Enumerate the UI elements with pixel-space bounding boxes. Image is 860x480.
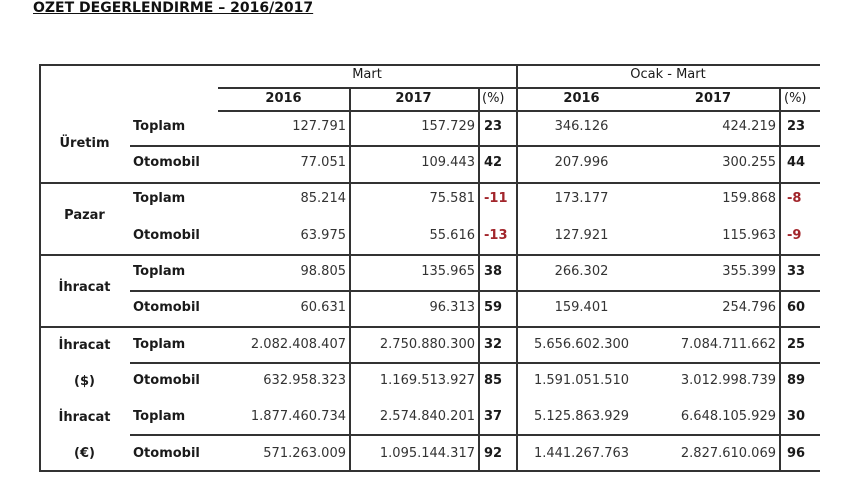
cell-q-2017: 254.796 xyxy=(722,300,776,315)
cell-mart-2017: 75.581 xyxy=(429,191,475,206)
header-period-divider xyxy=(218,87,820,89)
table-bottom-border xyxy=(39,470,820,472)
group-currency-label: ($) xyxy=(74,374,95,389)
row-label: Toplam xyxy=(133,264,186,279)
cell-mart-pct: -13 xyxy=(484,228,508,243)
cell-q-2017: 7.084.711.662 xyxy=(680,337,776,352)
cell-q-pct: 33 xyxy=(787,264,806,279)
cell-q-2016: 207.996 xyxy=(554,155,609,170)
cell-mart-2017: 2.750.880.300 xyxy=(379,337,475,352)
cell-q-2016: 5.125.863.929 xyxy=(533,409,630,424)
row-separator-group-2 xyxy=(130,290,820,292)
cell-mart-2017: 1.095.144.317 xyxy=(379,446,475,461)
cell-mart-pct: -11 xyxy=(484,191,508,206)
header-q-2016: 2016 xyxy=(563,91,600,106)
cell-mart-pct: 37 xyxy=(484,409,503,424)
group-separator-2 xyxy=(39,326,820,328)
cell-q-2016: 1.441.267.763 xyxy=(533,446,630,461)
cell-mart-2016: 632.958.323 xyxy=(263,373,346,388)
row-label: Otomobil xyxy=(133,300,200,315)
row-label: Toplam xyxy=(133,191,186,206)
header-mart-2017: 2017 xyxy=(395,91,432,106)
cell-q-pct: 89 xyxy=(787,373,806,388)
header-bottom-line xyxy=(218,110,820,112)
header-mart-2016: 2016 xyxy=(265,91,302,106)
cell-mart-pct: 23 xyxy=(484,119,503,134)
group-separator-1 xyxy=(39,254,820,256)
row-label: Toplam xyxy=(133,409,186,424)
header-ocak-mart: Ocak - Mart xyxy=(630,67,706,82)
cell-q-pct: -8 xyxy=(787,191,802,206)
cell-q-pct: 25 xyxy=(787,337,806,352)
header-q-2017: 2017 xyxy=(694,91,732,106)
cell-q-pct: 96 xyxy=(787,446,806,461)
cell-mart-2017: 55.616 xyxy=(429,228,475,243)
cell-q-2017: 115.963 xyxy=(722,228,776,243)
cell-mart-2017: 135.965 xyxy=(421,264,475,279)
cell-q-pct: -9 xyxy=(787,228,802,243)
group-label: İhracat xyxy=(58,410,111,425)
row-label: Toplam xyxy=(133,119,186,134)
cell-mart-pct: 32 xyxy=(484,337,503,352)
cell-q-2016: 127.921 xyxy=(554,228,609,243)
row-label: Otomobil xyxy=(133,446,200,461)
cell-q-2016: 5.656.602.300 xyxy=(533,337,630,352)
cell-q-2017: 355.399 xyxy=(722,264,776,279)
cell-mart-2017: 2.574.840.201 xyxy=(379,409,475,424)
cell-q-pct: 30 xyxy=(787,409,806,424)
cell-q-2016: 266.302 xyxy=(554,264,609,279)
row-label: Otomobil xyxy=(133,228,200,243)
page-title: OZET DEGERLENDIRME – 2016/2017 xyxy=(33,0,314,16)
cell-mart-2016: 1.877.460.734 xyxy=(250,409,346,424)
cell-mart-pct: 42 xyxy=(484,155,503,170)
group-label: İhracat xyxy=(58,338,111,353)
table-top-border xyxy=(39,64,820,66)
cell-mart-2016: 571.263.009 xyxy=(263,446,346,461)
row-label: Otomobil xyxy=(133,155,200,170)
cell-mart-2016: 85.214 xyxy=(300,191,346,206)
cell-mart-pct: 59 xyxy=(484,300,503,315)
group-label: Pazar xyxy=(64,208,105,223)
cell-q-2016: 159.401 xyxy=(554,300,609,315)
cell-q-2017: 300.255 xyxy=(722,155,776,170)
cell-q-pct: 60 xyxy=(787,300,806,315)
cell-q-pct: 44 xyxy=(787,155,806,170)
group-currency-label: (€) xyxy=(74,446,95,461)
cell-mart-2016: 127.791 xyxy=(292,119,346,134)
group-label: Üretim xyxy=(59,136,110,151)
cell-q-2017: 3.012.998.739 xyxy=(680,373,776,388)
cell-mart-pct: 85 xyxy=(484,373,503,388)
group-separator-0 xyxy=(39,182,820,184)
row-separator-group-0 xyxy=(130,145,820,147)
cell-mart-2016: 98.805 xyxy=(300,264,346,279)
row-label: Toplam xyxy=(133,337,186,352)
row-label: Otomobil xyxy=(133,373,200,388)
header-mart-pct: (%) xyxy=(482,91,505,106)
row-separator-group-4 xyxy=(130,434,820,436)
cell-q-2016: 1.591.051.510 xyxy=(533,373,630,388)
cell-mart-pct: 92 xyxy=(484,446,503,461)
cell-mart-2016: 63.975 xyxy=(300,228,346,243)
cell-q-2017: 159.868 xyxy=(722,191,776,206)
header-mart: Mart xyxy=(352,67,382,82)
header-q-pct: (%) xyxy=(784,91,807,106)
cell-mart-2017: 96.313 xyxy=(429,300,475,315)
cell-q-2016: 173.177 xyxy=(554,191,609,206)
row-separator-group-3 xyxy=(130,362,820,364)
cell-mart-2017: 109.443 xyxy=(421,155,475,170)
cell-mart-2016: 60.631 xyxy=(300,300,346,315)
cell-q-pct: 23 xyxy=(787,119,806,134)
cell-mart-2016: 77.051 xyxy=(300,155,346,170)
cell-q-2017: 6.648.105.929 xyxy=(680,409,776,424)
cell-q-2017: 2.827.610.069 xyxy=(680,446,776,461)
group-label: İhracat xyxy=(58,280,111,295)
cell-mart-2017: 1.169.513.927 xyxy=(379,373,475,388)
cell-mart-2016: 2.082.408.407 xyxy=(250,337,346,352)
cell-q-2016: 346.126 xyxy=(554,119,609,134)
cell-q-2017: 424.219 xyxy=(722,119,776,134)
cell-mart-2017: 157.729 xyxy=(421,119,475,134)
cell-mart-pct: 38 xyxy=(484,264,503,279)
